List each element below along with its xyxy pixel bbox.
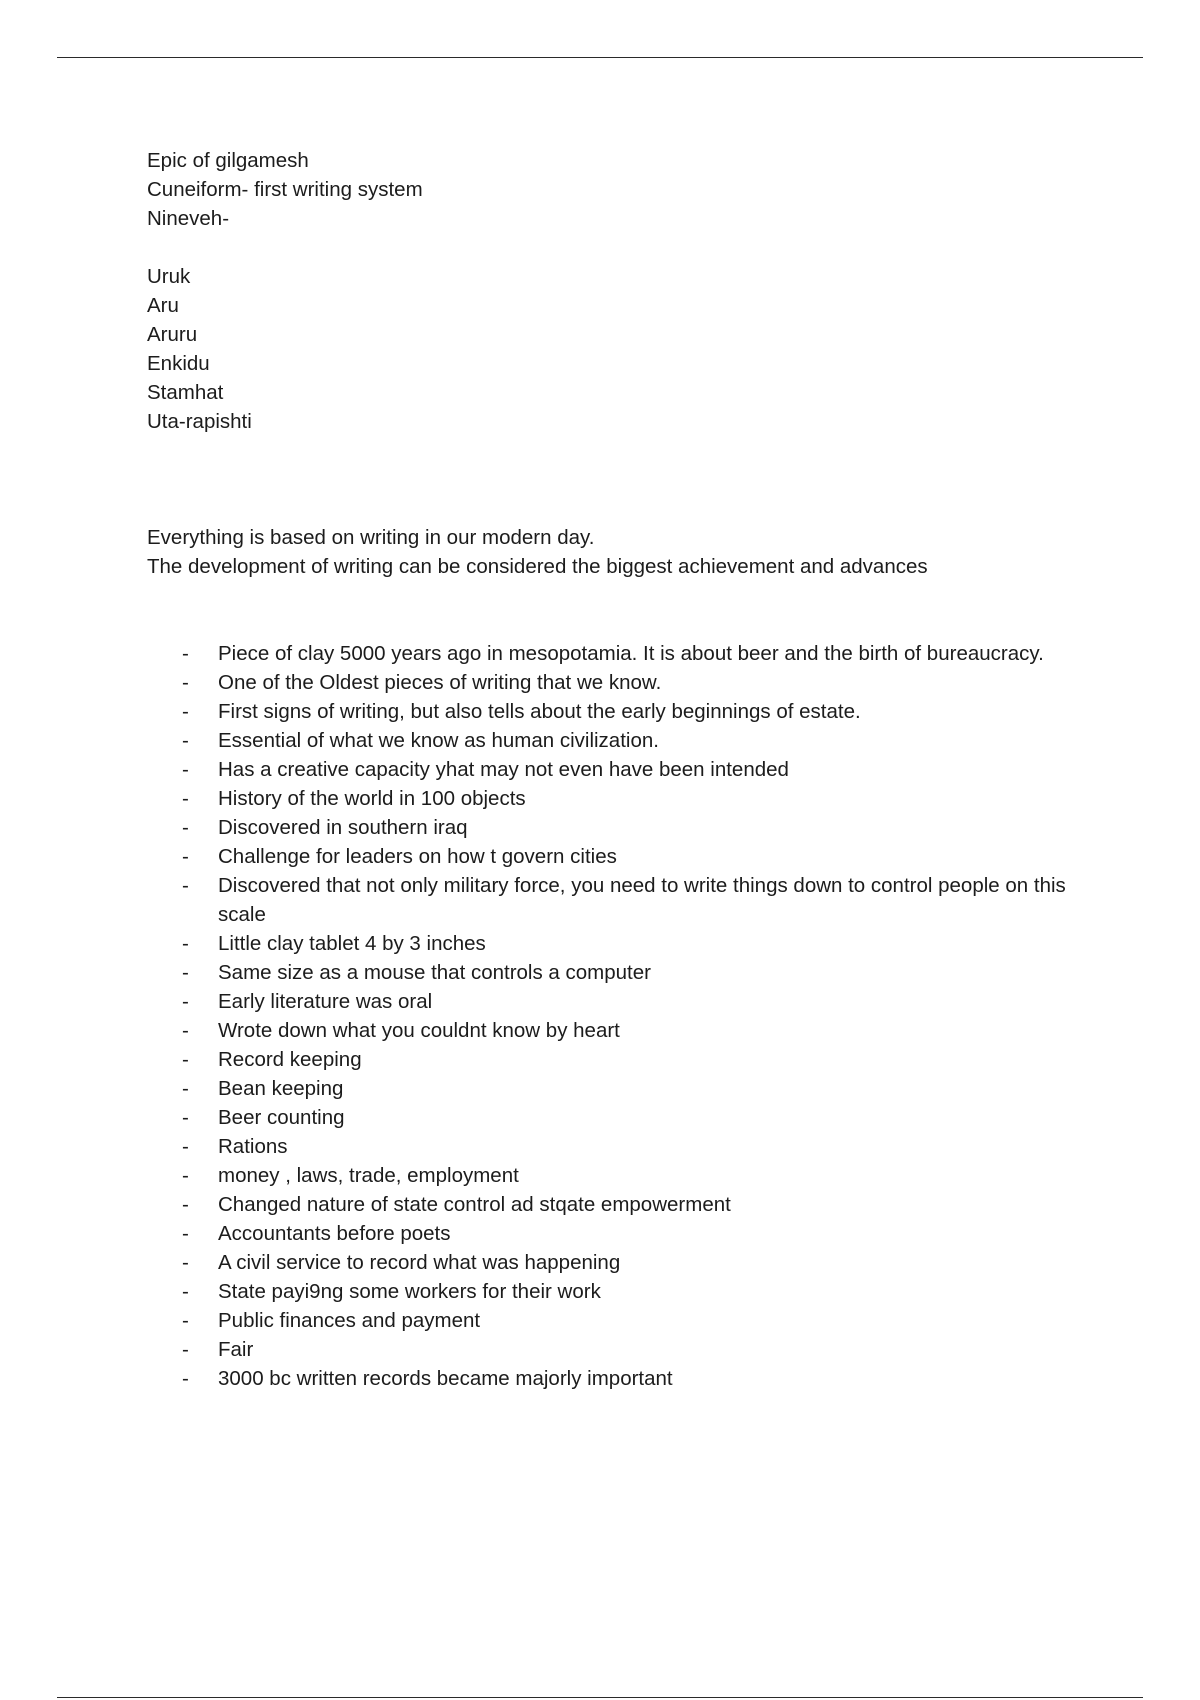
list-item-text: Changed nature of state control ad stqate empowerment — [218, 1193, 731, 1216]
bullet-dash: - — [182, 1193, 189, 1216]
name-item: Uruk — [147, 265, 191, 288]
list-item-text: First signs of writing, but also tells about the early beginnings of estate. — [218, 700, 861, 723]
list-item-text: Piece of clay 5000 years ago in mesopotamia. It is about beer and the birth of bureaucracy. — [218, 642, 1044, 665]
bullet-dash: - — [182, 1309, 189, 1332]
list-item — [147, 929, 1097, 958]
list-item-text: Early literature was oral — [218, 990, 433, 1013]
bullet-dash: - — [182, 1048, 189, 1071]
list-item — [147, 1103, 1097, 1132]
bullet-dash: - — [182, 990, 189, 1013]
list-item — [147, 1132, 1097, 1161]
list-item — [147, 755, 1097, 784]
list-item-text: Has a creative capacity yhat may not even have been intended — [218, 758, 789, 781]
list-item-text: Challenge for leaders on how t govern cities — [218, 845, 617, 868]
list-item-text: Accountants before poets — [218, 1222, 451, 1245]
list-item — [147, 987, 1097, 1016]
list-item — [147, 1277, 1097, 1306]
list-item-text: Little clay tablet 4 by 3 inches — [218, 932, 486, 955]
header-line: Cuneiform- first writing system — [147, 178, 423, 201]
bullet-dash: - — [182, 1222, 189, 1245]
bullet-dash: - — [182, 1367, 189, 1390]
list-item — [147, 1045, 1097, 1074]
list-item — [147, 1016, 1097, 1045]
name-item: Aru — [147, 294, 179, 317]
list-item-text: Wrote down what you couldnt know by heart — [218, 1019, 620, 1042]
bullet-dash: - — [182, 700, 189, 723]
list-item — [147, 1074, 1097, 1103]
bullet-dash: - — [182, 729, 189, 752]
list-item-text: Rations — [218, 1135, 288, 1158]
spacer — [147, 436, 1097, 523]
list-item — [147, 871, 1097, 929]
list-item — [147, 1161, 1097, 1190]
list-item-text: Essential of what we know as human civilization. — [218, 729, 659, 752]
bullet-dash: - — [182, 642, 189, 665]
bullet-list — [147, 639, 1097, 1393]
list-item-text: Bean keeping — [218, 1077, 344, 1100]
name-item: Uta-rapishti — [147, 410, 252, 433]
bullet-dash: - — [182, 961, 189, 984]
list-item — [147, 1248, 1097, 1277]
list-item — [147, 1219, 1097, 1248]
list-item — [147, 697, 1097, 726]
paragraph-line: Everything is based on writing in our modern day. — [147, 526, 595, 549]
list-item-text: Public finances and payment — [218, 1309, 481, 1332]
list-item-text: Fair — [218, 1338, 254, 1361]
list-item — [147, 1190, 1097, 1219]
bullet-dash: - — [182, 1135, 189, 1158]
list-item — [147, 813, 1097, 842]
list-item — [147, 1364, 1097, 1393]
header-line: Nineveh- — [147, 207, 230, 230]
header-line: Epic of gilgamesh — [147, 149, 309, 172]
list-item-text: Beer counting — [218, 1106, 345, 1129]
list-item — [147, 842, 1097, 871]
list-item — [147, 668, 1097, 697]
list-item — [147, 958, 1097, 987]
list-item-text: Same size as a mouse that controls a computer — [218, 961, 651, 984]
bullet-dash: - — [182, 787, 189, 810]
bottom-rule — [57, 1697, 1143, 1698]
list-item — [147, 726, 1097, 755]
list-item-text: History of the world in 100 objects — [218, 787, 526, 810]
bullet-dash: - — [182, 671, 189, 694]
bullet-dash: - — [182, 1019, 189, 1042]
bullet-dash: - — [182, 1251, 189, 1274]
bullet-dash: - — [182, 1280, 189, 1303]
spacer — [147, 233, 1097, 262]
top-rule — [57, 57, 1143, 58]
list-item-text: 3000 bc written records became majorly important — [218, 1367, 673, 1390]
names-list — [147, 262, 1097, 436]
document-body — [147, 146, 1097, 1393]
name-item: Stamhat — [147, 381, 224, 404]
bullet-dash: - — [182, 932, 189, 955]
bullet-dash: - — [182, 1106, 189, 1129]
header-block — [147, 146, 1097, 233]
bullet-dash: - — [182, 845, 189, 868]
list-item-text: One of the Oldest pieces of writing that we know. — [218, 671, 662, 694]
bullet-dash: - — [182, 758, 189, 781]
list-item-text: State payi9ng some workers for their work — [218, 1280, 601, 1303]
bullet-dash: - — [182, 1164, 189, 1187]
bullet-dash: - — [182, 1338, 189, 1361]
name-item: Aruru — [147, 323, 198, 346]
list-item-text: Discovered that not only military force, you need to write things down to control people on this scale — [218, 874, 1066, 926]
name-item: Enkidu — [147, 352, 210, 375]
list-item — [147, 784, 1097, 813]
list-item — [147, 639, 1097, 668]
intro-paragraph — [147, 523, 1097, 581]
bullet-dash: - — [182, 874, 189, 897]
list-item-text: A civil service to record what was happening — [218, 1251, 621, 1274]
bullet-dash: - — [182, 816, 189, 839]
spacer — [147, 581, 1097, 639]
list-item-text: Record keeping — [218, 1048, 362, 1071]
paragraph-line: The development of writing can be considered the biggest achievement and advances — [147, 555, 928, 578]
list-item-text: Discovered in southern iraq — [218, 816, 468, 839]
bullet-dash: - — [182, 1077, 189, 1100]
list-item-text: money , laws, trade, employment — [218, 1164, 519, 1187]
list-item — [147, 1335, 1097, 1364]
list-item — [147, 1306, 1097, 1335]
